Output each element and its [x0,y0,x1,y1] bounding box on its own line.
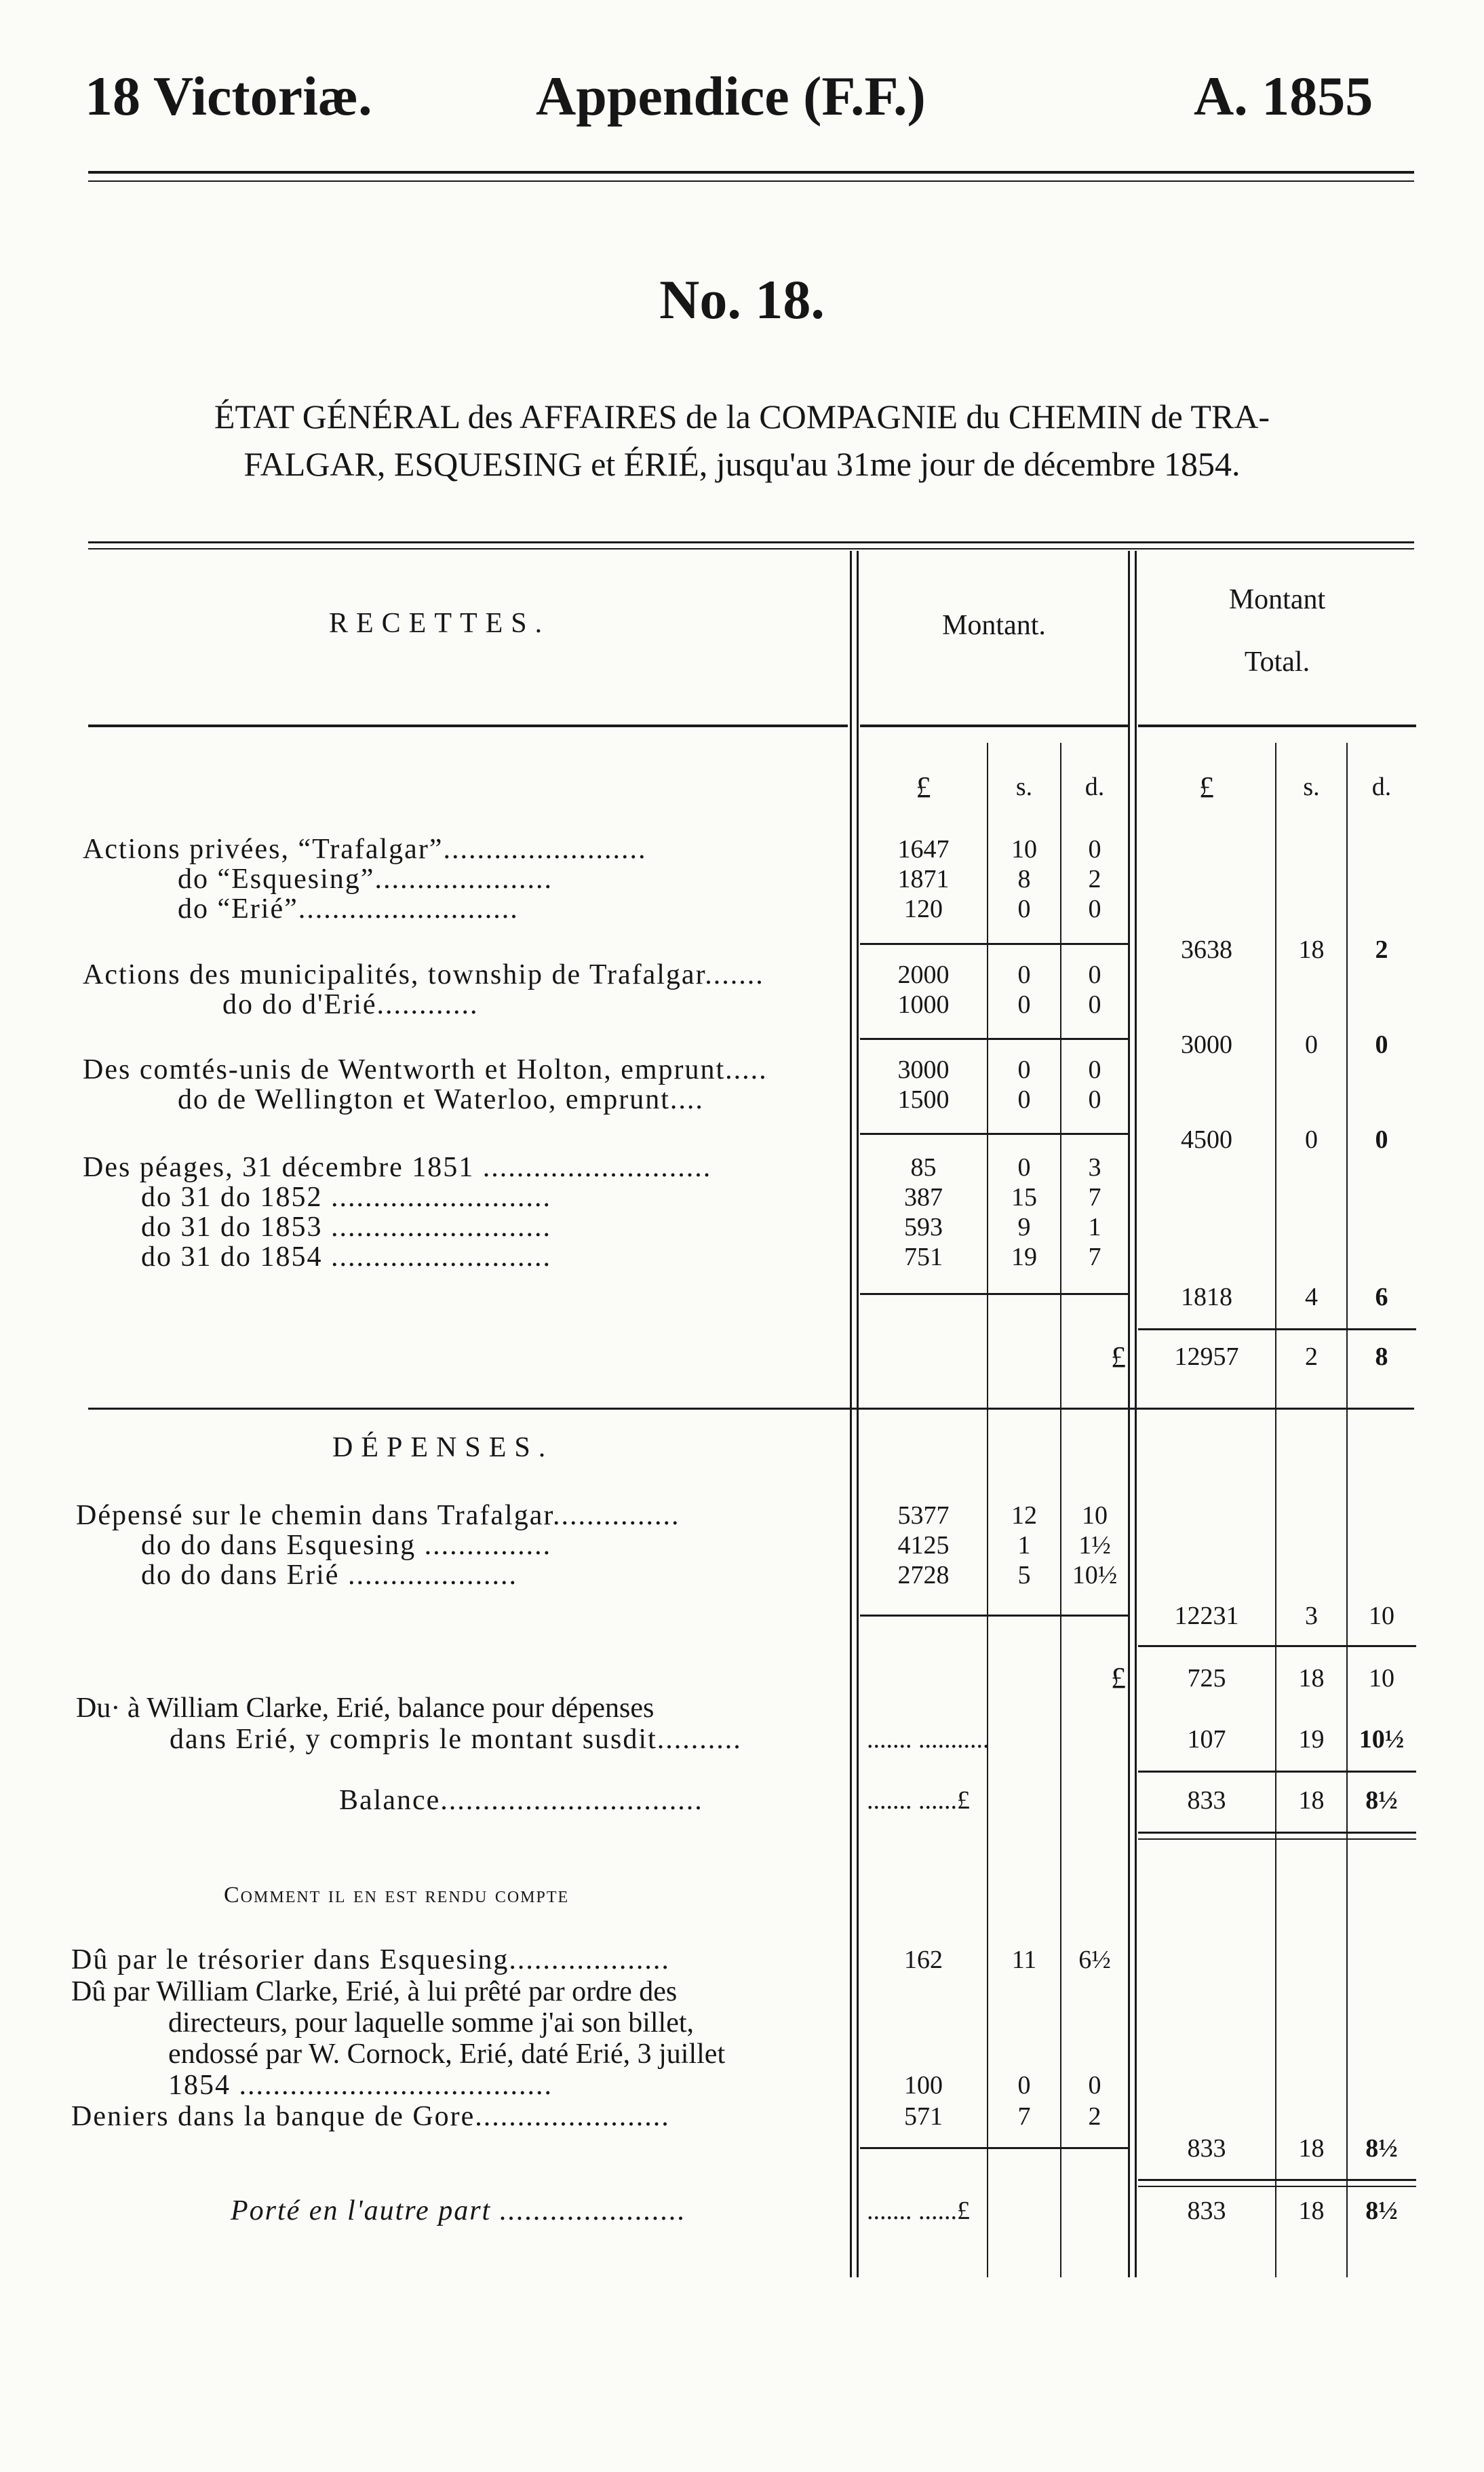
expense-total-pounds: 12231 [1174,1602,1239,1630]
receipt-pounds: 120 [904,895,943,923]
receipt-label: do “Erié”.......................... [178,893,519,925]
receipt-pence: 2 [1088,865,1101,893]
col-rule [857,551,859,2277]
receipt-pounds: 1647 [897,835,950,864]
receipt-label: Actions des municipalités, township de Trafalgar....... [83,959,764,990]
receipt-total-shillings: 0 [1305,1030,1318,1059]
account-heading: Comment il en est rendu compte [224,1882,570,1908]
account-total-shillings: 18 [1298,2134,1325,2163]
receipts-grand-pence: 8 [1375,1343,1388,1371]
receipt-pounds: 1000 [897,990,950,1019]
subtotal-rule [860,1293,1128,1295]
receipt-shillings: 10 [1011,835,1037,864]
receipt-pence: 7 [1088,1243,1101,1271]
due-label-line2: dans Erié, y compris le montant susdit.......... [170,1724,742,1755]
total-rule [1138,1832,1416,1834]
subtotal-rule [860,2147,1128,2149]
expense-pence: 1½ [1078,1531,1111,1560]
balance-shillings: 18 [1298,1786,1325,1815]
difference-pence: 10 [1369,1664,1394,1693]
receipt-shillings: 15 [1011,1183,1037,1212]
document-title-line2: FALGAR, ESQUESING et ÉRIÉ, jusqu'au 31me jour de décembre 1854. [243,445,1241,483]
pence-column-label: d. [1085,773,1105,801]
col-rule [1346,743,1348,2277]
account-shillings: 11 [1011,1946,1037,1974]
subtotal-rule [860,1038,1128,1040]
receipt-pence: 0 [1088,835,1101,864]
receipt-shillings: 0 [1017,961,1031,989]
account-pounds: 571 [904,2102,943,2131]
expense-label: Dépensé sur le chemin dans Trafalgar............... [76,1500,680,1531]
heading-rule [860,725,1128,727]
receipt-total-shillings: 0 [1305,1125,1318,1154]
expenses-heading: DÉPENSES. [332,1432,554,1463]
account-row-label-cont: 1854 ..................................... [168,2070,553,2101]
expense-pounds: 5377 [897,1501,950,1530]
receipt-total-pounds: 1818 [1181,1283,1232,1311]
document-number: No. 18. [659,269,825,330]
receipt-label: Des péages, 31 décembre 1851 ........................... [83,1152,712,1183]
account-row-label-cont: directeurs, pour laquelle somme j'ai son billet, [168,2007,695,2039]
total-rule-thin [1138,1838,1416,1840]
account-pence: 0 [1088,2071,1101,2100]
receipt-label: do 31 do 1853 .......................... [141,1212,551,1243]
receipt-label: Des comtés-unis de Wentworth et Holton, emprunt..... [83,1054,768,1085]
receipt-pence: 0 [1088,1085,1101,1114]
account-shillings: 0 [1017,2071,1031,2100]
carried-forward-dots: ....... ......£ [867,2197,970,2225]
montant-total-heading-2: Total. [1244,646,1310,678]
due-dots: ....... ........... [867,1725,990,1754]
receipt-shillings: 0 [1017,895,1031,923]
receipt-total-pounds: 3000 [1181,1030,1232,1059]
document-title-line1: ÉTAT GÉNÉRAL des AFFAIRES de la COMPAGNIE du CHEMIN de TRA- [214,398,1270,436]
due-label-line1: Du· à William Clarke, Erié, balance pour dépenses [76,1693,655,1724]
balance-label: Balance............................... [339,1785,703,1816]
expense-label: do do dans Erié .................... [141,1560,518,1591]
receipt-label: do de Wellington et Waterloo, emprunt.... [178,1084,704,1115]
account-row-label-cont: endossé par W. Cornock, Erié, daté Erié, 3 juillet [168,2039,726,2070]
receipt-pence: 0 [1088,1056,1101,1084]
shilling-total-column-label: s. [1303,773,1320,801]
difference-shillings: 18 [1298,1664,1325,1693]
expense-shillings: 12 [1011,1501,1037,1530]
subtotal-rule [860,1615,1128,1617]
subtotal-rule [860,1133,1128,1135]
receipt-pounds: 1871 [897,865,950,893]
account-total-pence: 8½ [1365,2134,1398,2163]
account-shillings: 7 [1017,2102,1031,2131]
due-pounds: 107 [1187,1725,1226,1754]
total-rule [1138,1645,1416,1647]
receipt-shillings: 0 [1017,990,1031,1019]
receipt-total-pence: 0 [1375,1030,1388,1059]
col-rule [1135,551,1137,2277]
col-rule [850,551,852,2277]
expense-pence: 10 [1082,1501,1108,1530]
receipt-pence: 7 [1088,1183,1101,1212]
receipt-total-pounds: 4500 [1181,1125,1232,1154]
header-year: A. 1855 [1194,65,1373,127]
receipt-pounds: 3000 [897,1056,950,1084]
header-session: 18 Victoriæ. [85,65,372,127]
account-pounds: 162 [904,1946,943,1974]
receipt-pounds: 387 [904,1183,943,1212]
expense-label: do do dans Esquesing ............... [141,1530,552,1561]
receipts-heading: RECETTES. [329,608,551,639]
header-rule [88,171,1414,174]
balance-pounds: 833 [1187,1786,1226,1815]
table-top-rule [88,541,1414,543]
header-rule-thin [88,180,1414,182]
receipt-shillings: 0 [1017,1056,1031,1084]
col-rule [1275,743,1276,2277]
receipt-shillings: 0 [1017,1085,1031,1114]
receipt-pounds: 751 [904,1243,943,1271]
total-rule [1138,1328,1416,1330]
receipt-pence: 1 [1088,1213,1101,1241]
expense-total-pence: 10 [1369,1602,1394,1630]
expense-pounds: 4125 [897,1531,950,1560]
account-pence: 6½ [1078,1946,1111,1974]
subtotal-rule [860,943,1128,945]
receipt-total-pounds: 3638 [1181,935,1232,964]
account-pounds: 100 [904,2071,943,2100]
receipt-pence: 0 [1088,990,1101,1019]
col-rule [1128,551,1130,2277]
difference-pounds: 725 [1187,1664,1226,1693]
heading-rule [1138,725,1416,727]
heading-rule [88,725,848,727]
receipts-grand-shillings: 2 [1305,1343,1318,1371]
receipt-shillings: 9 [1017,1213,1031,1241]
receipt-pounds: 1500 [897,1085,950,1114]
receipt-label: do “Esquesing”..................... [178,864,553,895]
receipts-grand-pounds: 12957 [1174,1343,1239,1371]
carried-forward-label: Porté en l'autre part ...................... [231,2195,686,2226]
due-pence: 10½ [1359,1725,1405,1754]
carried-forward-pence: 8½ [1365,2197,1398,2225]
receipt-total-pence: 6 [1375,1283,1388,1311]
receipt-pence: 0 [1088,895,1101,923]
receipt-pounds: 85 [910,1153,937,1182]
receipt-label: do do d'Erié............ [222,989,479,1020]
table-top-rule-thin [88,548,1414,549]
receipt-label: do 31 do 1854 .......................... [141,1241,551,1273]
receipt-label: do 31 do 1852 .......................... [141,1182,551,1213]
receipt-label: Actions privées, “Trafalgar”........................ [83,834,647,865]
account-total-pounds: 833 [1187,2134,1226,2163]
expense-shillings: 5 [1017,1561,1031,1589]
account-row-label: Dû par William Clarke, Erié, à lui prêté par ordre des [71,1976,678,2007]
receipt-pence: 0 [1088,961,1101,989]
due-shillings: 19 [1298,1725,1325,1754]
receipt-total-shillings: 18 [1298,935,1325,964]
account-row-label: Deniers dans la banque de Gore....................... [71,2101,670,2132]
receipt-pence: 3 [1088,1153,1101,1182]
total-rule-thin [1138,2186,1416,2187]
receipt-pounds: 2000 [897,961,950,989]
account-pence: 2 [1088,2102,1101,2131]
montant-heading: Montant. [942,610,1046,641]
receipts-grand-sign: £ [1111,1340,1126,1374]
receipt-shillings: 0 [1017,1153,1031,1182]
balance-pence: 8½ [1365,1786,1398,1815]
header-appendix: Appendice (F.F.) [536,65,926,127]
expense-pence: 10½ [1072,1561,1118,1589]
receipt-shillings: 19 [1011,1243,1037,1271]
expense-shillings: 1 [1017,1531,1031,1560]
receipt-total-shillings: 4 [1305,1283,1318,1311]
total-rule [1138,1771,1416,1773]
carried-forward-shillings: 18 [1298,2197,1325,2225]
receipt-total-pence: 0 [1375,1125,1388,1154]
total-rule [1138,2179,1416,2181]
pence-total-column-label: d. [1371,773,1392,801]
pound-total-column-label: £ [1199,771,1214,804]
montant-total-heading: Montant [1228,584,1326,615]
shilling-column-label: s. [1015,773,1033,801]
expense-total-shillings: 3 [1305,1602,1318,1630]
section-rule [88,1408,1414,1410]
difference-sign: £ [1111,1661,1126,1695]
receipt-total-pence: 2 [1375,935,1388,964]
pound-column-label: £ [916,771,931,804]
balance-dots: ....... ......£ [867,1786,970,1815]
carried-forward-pounds: 833 [1187,2197,1226,2225]
expense-pounds: 2728 [897,1561,950,1589]
receipt-pounds: 593 [904,1213,943,1241]
account-row-label: Dû par le trésorier dans Esquesing................... [71,1944,670,1975]
receipt-shillings: 8 [1017,865,1031,893]
